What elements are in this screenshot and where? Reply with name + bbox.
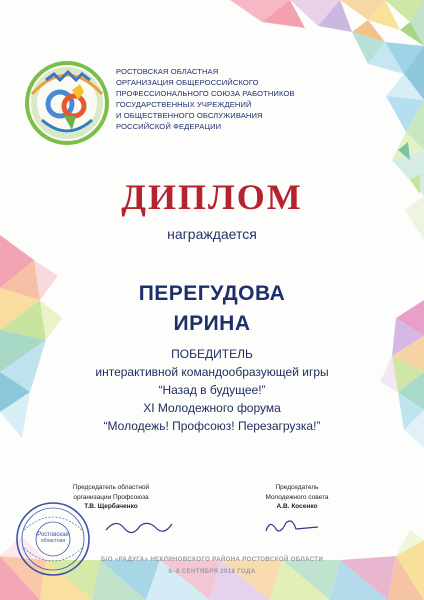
award-line: “Назад в будущее!” [158,383,266,397]
award-line: “Молодежь! Профсоюз! Перезагрузка!” [103,419,321,433]
organization-line: ПРОФЕССИОНАЛЬНОГО СОЮЗА РАБОТНИКОВ [116,89,295,98]
handwritten-signature-right [262,515,322,537]
union-logo-icon [24,60,110,146]
organization-line: ОРГАНИЗАЦИЯ ОБЩЕРОССИЙСКОГО [116,78,259,87]
signature-block-right [232,483,362,512]
signer-position: Молодежного совета [265,493,329,501]
organization-name [116,66,316,132]
organization-line: РОСТОВСКАЯ ОБЛАСТНАЯ [116,67,219,76]
signer-name: А.В. Косенко [276,503,318,510]
award-line: ПОБЕДИТЕЛЬ [171,347,253,361]
signer-name: Т.В. Щербаченко [84,503,138,510]
svg-text:Ростовская: Ростовская [37,532,69,538]
award-line: XI Молодежного форума [143,401,281,415]
diploma-title: ДИПЛОМ [121,177,303,217]
svg-text:областная: областная [40,538,66,544]
recipient-surname: ПЕРЕГУДОВА [138,282,286,305]
awarded-label: награждается [167,226,257,242]
signer-position: Председатель областной [72,484,150,491]
award-line: интерактивной командообразующей игры [95,365,329,379]
organization-line: И ОБЩЕСТВЕННОГО ОБСЛУЖИВАНИЯ [116,111,263,120]
event-dates: 6–8 СЕНТЯБРЯ 2018 ГОДА [168,568,256,575]
signer-position: Председатель [275,484,319,491]
event-location: Б/О «РАДУГА» НЕКЛИНОВСКОГО РАЙОНА РОСТОВСКОЙ ОБЛАСТИ [100,556,324,563]
handwritten-signature-left [104,516,174,536]
organization-line: ГОСУДАРСТВЕННЫХ УЧРЕЖДЕНИЙ [116,100,252,109]
organization-line: РОССИЙСКОЙ ФЕДЕРАЦИИ [116,122,222,131]
award-description [0,345,424,435]
recipient-first-name: ИРИНА [173,312,251,335]
signer-position: организации Профсоюза [73,493,149,501]
official-stamp-icon [14,500,92,578]
